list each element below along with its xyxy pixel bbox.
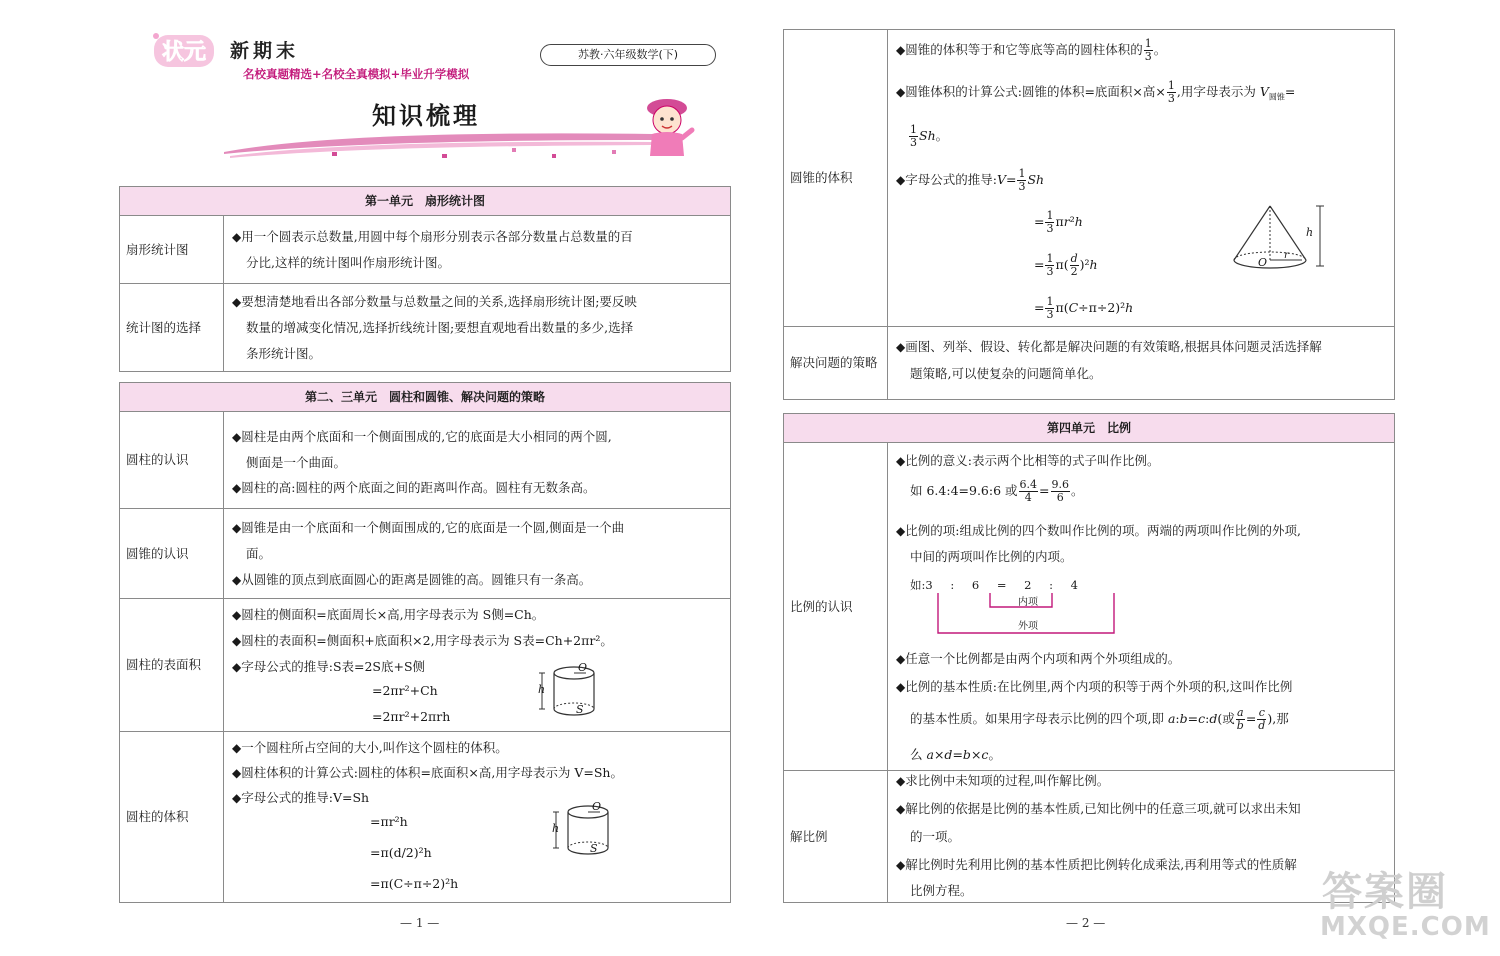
text-line: ◆ 圆柱的表面积=侧面积+底面积×2,用字母表示为 S表=Ch+2πr²。 — [232, 631, 613, 649]
table-row — [120, 284, 730, 371]
text-line: =π(C÷π÷2)²h — [370, 876, 459, 891]
row-label: 解比例 — [784, 771, 888, 902]
row-label: 圆柱的表面积 — [120, 599, 224, 731]
text-line: =2πr²+2πrh — [372, 709, 451, 724]
text-line: 题策略,可以使复杂的问题简单化。 — [910, 366, 1102, 381]
text-line: ◆ 圆柱的侧面积=底面周长×高,用字母表示为 S侧=Ch。 — [232, 605, 544, 623]
unit4-table — [783, 413, 1395, 903]
row-label: 圆柱的认识 — [120, 412, 224, 508]
text-line: 分比,这样的统计图叫作扇形统计图。 — [246, 255, 450, 270]
text-line: 的一项。 — [910, 829, 961, 844]
text-line: = $\frac{1}{3}$ π( $\frac{d}{2}$ )²h — [1034, 252, 1098, 278]
table-row — [784, 30, 1394, 327]
text-line: 数量的增减变化情况,选择折线统计图;要想直观地看出数量的多少,选择 — [246, 320, 634, 335]
text-line: ◆ 要想清楚地看出各部分数量与总数量之间的关系,选择扇形统计图;要反映 — [232, 292, 637, 310]
text-line: 如 6.4:4=9.6:6 或 $\frac{6.4}{4}$ = $\frac{9.6}{6}$ 。 — [910, 478, 1084, 504]
text-line: ◆ 解比例的依据是比例的基本性质,已知比例中的任意三项,就可以求出未知 — [896, 799, 1301, 817]
text-line: = $\frac{1}{3}$ π(C÷π÷2)²h — [1034, 295, 1134, 321]
text-line: ◆ 字母公式的推导:V= $\frac{1}{3}$ Sh — [896, 168, 1044, 193]
subject-badge: 苏教·六年级数学(下) — [540, 44, 716, 66]
row-content — [224, 412, 730, 508]
cylinder-height-label: h — [552, 822, 560, 835]
svg-text:状元: 状元 — [161, 40, 207, 65]
text-line: ◆ 圆锥的体积等于和它等底等高的圆柱体积的 $\frac{1}{3}$ 。 — [896, 38, 1166, 63]
row-label: 圆锥的体积 — [784, 30, 888, 326]
text-line: ◆ 圆柱是由两个底面和一个侧面围成的,它的底面是大小相同的两个圆, — [232, 427, 612, 445]
text-line: ◆ 比例的意义:表示两个比相等的式子叫作比例。 — [896, 451, 1159, 469]
text-line: ◆ 解比例时先利用比例的基本性质把比例转化成乘法,再利用等式的性质解 — [896, 855, 1297, 873]
cylinder-base-label: S — [576, 703, 584, 716]
row-label: 比例的认识 — [784, 443, 888, 770]
row-label: 圆锥的认识 — [120, 509, 224, 598]
text-line: 中间的两项叫作比例的内项。 — [910, 549, 1073, 564]
text-line: =πr²h — [370, 814, 408, 829]
row-content — [224, 216, 730, 283]
title-swoosh-decoration — [222, 118, 662, 162]
unit1-heading: 第一单元 扇形统计图 — [120, 187, 730, 216]
table-row — [784, 327, 1394, 399]
ratio-example: 如:3 : 6 = 2 : 4 — [910, 578, 1078, 592]
brand-name: 新期末 — [230, 40, 300, 62]
row-content — [888, 443, 1394, 770]
text-line: ◆ 比例的基本性质:在比例里,两个内项的积等于两个外项的积,这叫作比例 — [896, 677, 1292, 695]
text-line: $\frac{1}{3}$ Sh。 — [910, 123, 949, 149]
row-label: 统计图的选择 — [120, 284, 224, 371]
cylinder-top-label: O — [578, 661, 588, 674]
unit1-table — [119, 186, 731, 372]
row-content — [888, 30, 1394, 326]
unit4-heading: 第四单元 比例 — [784, 414, 1394, 443]
mascot-illustration — [638, 94, 696, 160]
text-line: ◆ 圆柱体积的计算公式:圆柱的体积=底面积×高,用字母表示为 V=Sh。 — [232, 763, 623, 781]
text-line: =2πr²+Ch — [372, 683, 438, 698]
table-row — [120, 509, 730, 599]
page-number: — 1 — — [400, 916, 440, 930]
text-line: 比例方程。 — [910, 883, 973, 898]
unit23-heading: 第二、三单元 圆柱和圆锥、解决问题的策略 — [120, 383, 730, 412]
row-content — [224, 284, 730, 371]
row-content — [224, 599, 730, 731]
inner-terms-label: 内项 — [1018, 597, 1038, 608]
table-row — [120, 599, 730, 732]
table-row — [120, 732, 730, 902]
text-line: ◆ 从圆锥的顶点到底面圆心的距离是圆锥的高。圆锥只有一条高。 — [232, 570, 591, 588]
watermark-url: MXQE.COM — [1320, 912, 1491, 942]
slogan: 名校真题精选+名校全真模拟+毕业升学模拟 — [243, 67, 470, 81]
cone-radius-label: r — [1284, 250, 1289, 261]
table-row — [120, 216, 730, 284]
text-line: ◆ 一个圆柱所占空间的大小,叫作这个圆柱的体积。 — [232, 738, 508, 756]
unit23-continued-table — [783, 29, 1395, 400]
row-content — [224, 732, 730, 902]
page-title: 知识梳理 — [372, 102, 480, 130]
row-label: 解决问题的策略 — [784, 327, 888, 399]
row-content — [888, 327, 1394, 399]
table-row — [120, 412, 730, 509]
text-line: ◆ 字母公式的推导:S表=2S底+S侧 — [232, 657, 425, 675]
text-line: 侧面是一个曲面。 — [246, 455, 347, 470]
watermark-logo: 答案圈 — [1322, 869, 1448, 915]
table-row — [784, 771, 1394, 902]
text-line: ◆ 任意一个比例都是由两个内项和两个外项组成的。 — [896, 649, 1180, 667]
cone-height-label: h — [1306, 226, 1314, 239]
text-line: 的基本性质。如果用字母表示比例的四个项,即 a:b=c:d(或 $\frac{a}{b}$ = $\frac{c}{d}$ ),那 — [910, 706, 1289, 732]
cone-center-label: O — [1258, 256, 1268, 269]
text-line: ◆ 用一个圆表示总数量,用圆中每个扇形分别表示各部分数量占总数量的百 — [232, 227, 633, 245]
row-content — [224, 509, 730, 598]
text-line: ◆ 圆锥是由一个底面和一个侧面围成的,它的底面是一个圆,侧面是一个曲 — [232, 518, 624, 536]
row-content — [888, 771, 1394, 902]
text-line: ◆ 求比例中未知项的过程,叫作解比例。 — [896, 771, 1109, 789]
cylinder-height-label: h — [538, 683, 546, 696]
text-line: =π(d/2)²h — [370, 845, 432, 860]
row-label: 扇形统计图 — [120, 216, 224, 283]
page-number: — 2 — — [1066, 916, 1106, 930]
cylinder-base-label: S — [590, 842, 598, 855]
outer-terms-label: 外项 — [1018, 621, 1038, 632]
text-line: ◆ 画图、列举、假设、转化都是解决问题的有效策略,根据具体问题灵活选择解 — [896, 337, 1322, 355]
text-line: 面。 — [246, 546, 272, 561]
text-line: 么 a×d=b×c。 — [910, 747, 1001, 762]
text-line: 条形统计图。 — [246, 346, 322, 361]
text-line: ◆ 圆锥体积的计算公式:圆锥的体积=底面积×高× $\frac{1}{3}$ ,用字母表示为 $V_{圆锥}=$ — [896, 80, 1295, 105]
text-line: ◆ 圆柱的高:圆柱的两个底面之间的距离叫作高。圆柱有无数条高。 — [232, 478, 595, 496]
cylinder-top-label: O — [592, 800, 602, 813]
unit23-table — [119, 382, 731, 903]
text-line: = $\frac{1}{3}$ πr²h — [1034, 209, 1083, 235]
table-row — [784, 443, 1394, 771]
brand-logo — [148, 30, 218, 70]
text-line: ◆ 比例的项:组成比例的四个数叫作比例的项。两端的两项叫作比例的外项, — [896, 521, 1301, 539]
row-label: 圆柱的体积 — [120, 732, 224, 902]
text-line: ◆ 字母公式的推导:V=Sh — [232, 788, 369, 806]
